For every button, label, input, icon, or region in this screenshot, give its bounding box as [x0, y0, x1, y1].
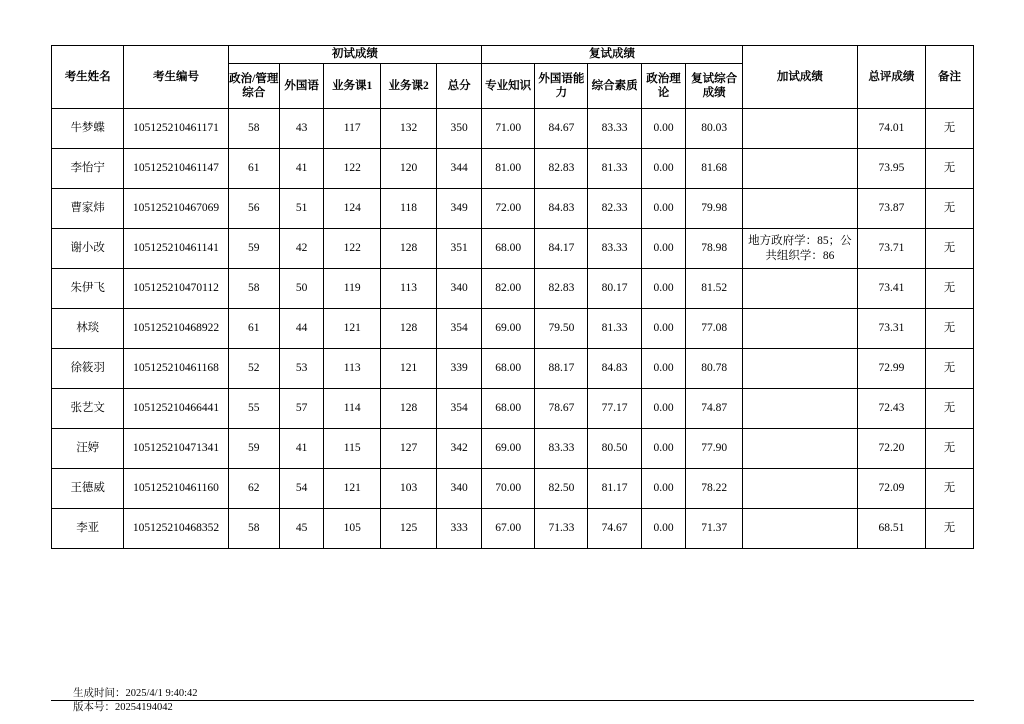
cell-political-theory: 0.00 — [641, 429, 686, 469]
cell-foreign-ability: 82.50 — [535, 469, 588, 509]
header-retest-total: 复试综合成绩 — [686, 64, 742, 109]
cell-politics: 61 — [228, 149, 279, 189]
cell-name: 汪婷 — [52, 429, 124, 469]
cell-total: 333 — [437, 509, 482, 549]
cell-comprehensive: 80.50 — [588, 429, 641, 469]
cell-final: 68.51 — [857, 509, 925, 549]
cell-foreign: 43 — [279, 109, 324, 149]
cell-foreign-ability: 88.17 — [535, 349, 588, 389]
cell-final: 73.41 — [857, 269, 925, 309]
cell-course2: 125 — [380, 509, 436, 549]
cell-politics: 55 — [228, 389, 279, 429]
cell-final: 74.01 — [857, 109, 925, 149]
cell-major: 68.00 — [482, 349, 535, 389]
cell-retest-total: 77.90 — [686, 429, 742, 469]
cell-remark: 无 — [925, 149, 973, 189]
cell-code: 105125210468352 — [124, 509, 228, 549]
cell-retest-total: 78.98 — [686, 229, 742, 269]
cell-total: 344 — [437, 149, 482, 189]
cell-politics: 52 — [228, 349, 279, 389]
cell-remark: 无 — [925, 189, 973, 229]
cell-retest-total: 79.98 — [686, 189, 742, 229]
cell-remark: 无 — [925, 389, 973, 429]
cell-course2: 118 — [380, 189, 436, 229]
cell-course1: 121 — [324, 309, 380, 349]
cell-retest-total: 71.37 — [686, 509, 742, 549]
header-course2: 业务课2 — [380, 64, 436, 109]
cell-foreign-ability: 84.17 — [535, 229, 588, 269]
cell-politics: 59 — [228, 429, 279, 469]
table-row — [52, 309, 974, 349]
table-row — [52, 469, 974, 509]
cell-retest-total: 74.87 — [686, 389, 742, 429]
cell-major: 71.00 — [482, 109, 535, 149]
cell-foreign-ability: 82.83 — [535, 269, 588, 309]
cell-remark: 无 — [925, 349, 973, 389]
cell-comprehensive: 83.33 — [588, 109, 641, 149]
cell-retest-total: 80.78 — [686, 349, 742, 389]
cell-code: 105125210461141 — [124, 229, 228, 269]
cell-retest-total: 81.68 — [686, 149, 742, 189]
cell-final: 72.43 — [857, 389, 925, 429]
table-row — [52, 389, 974, 429]
cell-course1: 117 — [324, 109, 380, 149]
cell-politics: 58 — [228, 269, 279, 309]
cell-political-theory: 0.00 — [641, 189, 686, 229]
cell-foreign: 53 — [279, 349, 324, 389]
cell-course1: 122 — [324, 149, 380, 189]
header-political-theory: 政治理论 — [641, 64, 686, 109]
table-row — [52, 149, 974, 189]
cell-foreign: 45 — [279, 509, 324, 549]
cell-comprehensive: 82.33 — [588, 189, 641, 229]
cell-name: 徐筱羽 — [52, 349, 124, 389]
cell-course1: 119 — [324, 269, 380, 309]
cell-name: 李亚 — [52, 509, 124, 549]
cell-code: 105125210468922 — [124, 309, 228, 349]
header-extra: 加试成绩 — [742, 46, 857, 109]
cell-extra — [742, 269, 857, 309]
table-row — [52, 109, 974, 149]
cell-foreign-ability: 83.33 — [535, 429, 588, 469]
header-remark: 备注 — [925, 46, 973, 109]
cell-comprehensive: 84.83 — [588, 349, 641, 389]
cell-code: 105125210466441 — [124, 389, 228, 429]
cell-total: 340 — [437, 469, 482, 509]
cell-name: 李怡宁 — [52, 149, 124, 189]
cell-politics: 58 — [228, 109, 279, 149]
cell-final: 72.09 — [857, 469, 925, 509]
cell-course1: 114 — [324, 389, 380, 429]
cell-politics: 59 — [228, 229, 279, 269]
cell-course2: 120 — [380, 149, 436, 189]
cell-code: 105125210461171 — [124, 109, 228, 149]
cell-remark: 无 — [925, 269, 973, 309]
cell-course2: 103 — [380, 469, 436, 509]
cell-political-theory: 0.00 — [641, 509, 686, 549]
cell-course2: 128 — [380, 389, 436, 429]
table-header — [52, 46, 974, 109]
cell-extra — [742, 309, 857, 349]
cell-politics: 61 — [228, 309, 279, 349]
cell-politics: 62 — [228, 469, 279, 509]
cell-total: 349 — [437, 189, 482, 229]
cell-course2: 121 — [380, 349, 436, 389]
header-code: 考生编号 — [124, 46, 228, 109]
header-major: 专业知识 — [482, 64, 535, 109]
cell-political-theory: 0.00 — [641, 269, 686, 309]
cell-foreign-ability: 84.83 — [535, 189, 588, 229]
cell-final: 73.31 — [857, 309, 925, 349]
cell-extra — [742, 389, 857, 429]
cell-political-theory: 0.00 — [641, 349, 686, 389]
cell-politics: 56 — [228, 189, 279, 229]
cell-major: 67.00 — [482, 509, 535, 549]
cell-major: 82.00 — [482, 269, 535, 309]
cell-retest-total: 81.52 — [686, 269, 742, 309]
table-row — [52, 229, 974, 269]
cell-final: 72.20 — [857, 429, 925, 469]
cell-name: 张艺文 — [52, 389, 124, 429]
header-total: 总分 — [437, 64, 482, 109]
cell-course1: 122 — [324, 229, 380, 269]
header-group-retest: 复试成绩 — [482, 46, 743, 64]
cell-foreign: 50 — [279, 269, 324, 309]
cell-course1: 105 — [324, 509, 380, 549]
cell-final: 73.87 — [857, 189, 925, 229]
table-row — [52, 269, 974, 309]
table-row — [52, 429, 974, 469]
cell-course1: 113 — [324, 349, 380, 389]
header-comprehensive: 综合素质 — [588, 64, 641, 109]
cell-major: 81.00 — [482, 149, 535, 189]
cell-retest-total: 80.03 — [686, 109, 742, 149]
cell-remark: 无 — [925, 229, 973, 269]
header-name: 考生姓名 — [52, 46, 124, 109]
cell-code: 105125210471341 — [124, 429, 228, 469]
cell-remark: 无 — [925, 429, 973, 469]
cell-major: 68.00 — [482, 389, 535, 429]
cell-total: 350 — [437, 109, 482, 149]
cell-foreign-ability: 82.83 — [535, 149, 588, 189]
cell-remark: 无 — [925, 309, 973, 349]
cell-political-theory: 0.00 — [641, 109, 686, 149]
cell-extra — [742, 429, 857, 469]
cell-foreign-ability: 84.67 — [535, 109, 588, 149]
page-footer — [51, 687, 974, 716]
cell-comprehensive: 81.17 — [588, 469, 641, 509]
cell-course1: 121 — [324, 469, 380, 509]
cell-total: 340 — [437, 269, 482, 309]
table-row — [52, 189, 974, 229]
cell-code: 105125210461160 — [124, 469, 228, 509]
cell-course2: 127 — [380, 429, 436, 469]
cell-comprehensive: 74.67 — [588, 509, 641, 549]
cell-foreign-ability: 78.67 — [535, 389, 588, 429]
cell-code: 105125210470112 — [124, 269, 228, 309]
cell-foreign-ability: 79.50 — [535, 309, 588, 349]
cell-code: 105125210461147 — [124, 149, 228, 189]
cell-name: 王德威 — [52, 469, 124, 509]
cell-extra — [742, 509, 857, 549]
cell-code: 105125210461168 — [124, 349, 228, 389]
cell-extra — [742, 469, 857, 509]
cell-major: 69.00 — [482, 429, 535, 469]
table-row — [52, 349, 974, 389]
cell-major: 68.00 — [482, 229, 535, 269]
cell-comprehensive: 77.17 — [588, 389, 641, 429]
cell-course2: 128 — [380, 229, 436, 269]
header-course1: 业务课1 — [324, 64, 380, 109]
cell-name: 朱伊飞 — [52, 269, 124, 309]
cell-extra — [742, 189, 857, 229]
cell-major: 72.00 — [482, 189, 535, 229]
cell-extra: 地方政府学：85；公共组织学：86 — [742, 229, 857, 269]
cell-foreign: 42 — [279, 229, 324, 269]
table-row — [52, 509, 974, 549]
cell-foreign: 57 — [279, 389, 324, 429]
cell-final: 72.99 — [857, 349, 925, 389]
cell-political-theory: 0.00 — [641, 469, 686, 509]
cell-comprehensive: 80.17 — [588, 269, 641, 309]
cell-remark: 无 — [925, 509, 973, 549]
cell-political-theory: 0.00 — [641, 309, 686, 349]
cell-total: 351 — [437, 229, 482, 269]
cell-foreign: 54 — [279, 469, 324, 509]
cell-final: 73.95 — [857, 149, 925, 189]
cell-course1: 115 — [324, 429, 380, 469]
cell-retest-total: 78.22 — [686, 469, 742, 509]
cell-major: 69.00 — [482, 309, 535, 349]
cell-comprehensive: 83.33 — [588, 229, 641, 269]
header-foreign-ability: 外国语能力 — [535, 64, 588, 109]
cell-politics: 58 — [228, 509, 279, 549]
header-politics: 政治/管理综合 — [228, 64, 279, 109]
cell-total: 354 — [437, 389, 482, 429]
table-body — [52, 109, 974, 549]
header-final: 总评成绩 — [857, 46, 925, 109]
cell-political-theory: 0.00 — [641, 389, 686, 429]
cell-course2: 132 — [380, 109, 436, 149]
footer-generated-time: 生成时间：2025/4/1 9:40:42 — [73, 687, 198, 699]
footer-text — [51, 687, 974, 716]
cell-name: 曹家炜 — [52, 189, 124, 229]
score-table — [51, 45, 974, 549]
cell-name: 林琰 — [52, 309, 124, 349]
header-foreign: 外国语 — [279, 64, 324, 109]
cell-course1: 124 — [324, 189, 380, 229]
cell-total: 339 — [437, 349, 482, 389]
cell-foreign: 41 — [279, 429, 324, 469]
cell-retest-total: 77.08 — [686, 309, 742, 349]
footer-version: 版本号：20254194042 — [73, 702, 173, 714]
cell-political-theory: 0.00 — [641, 229, 686, 269]
cell-course2: 113 — [380, 269, 436, 309]
cell-major: 70.00 — [482, 469, 535, 509]
cell-comprehensive: 81.33 — [588, 309, 641, 349]
cell-name: 牛梦蝶 — [52, 109, 124, 149]
cell-extra — [742, 109, 857, 149]
cell-code: 105125210467069 — [124, 189, 228, 229]
cell-name: 谢小改 — [52, 229, 124, 269]
cell-course2: 128 — [380, 309, 436, 349]
cell-remark: 无 — [925, 109, 973, 149]
cell-total: 354 — [437, 309, 482, 349]
cell-political-theory: 0.00 — [641, 149, 686, 189]
cell-extra — [742, 149, 857, 189]
cell-foreign: 41 — [279, 149, 324, 189]
cell-foreign-ability: 71.33 — [535, 509, 588, 549]
cell-total: 342 — [437, 429, 482, 469]
cell-foreign: 44 — [279, 309, 324, 349]
cell-remark: 无 — [925, 469, 973, 509]
cell-comprehensive: 81.33 — [588, 149, 641, 189]
header-group-preliminary: 初试成绩 — [228, 46, 481, 64]
cell-foreign: 51 — [279, 189, 324, 229]
cell-extra — [742, 349, 857, 389]
cell-final: 73.71 — [857, 229, 925, 269]
